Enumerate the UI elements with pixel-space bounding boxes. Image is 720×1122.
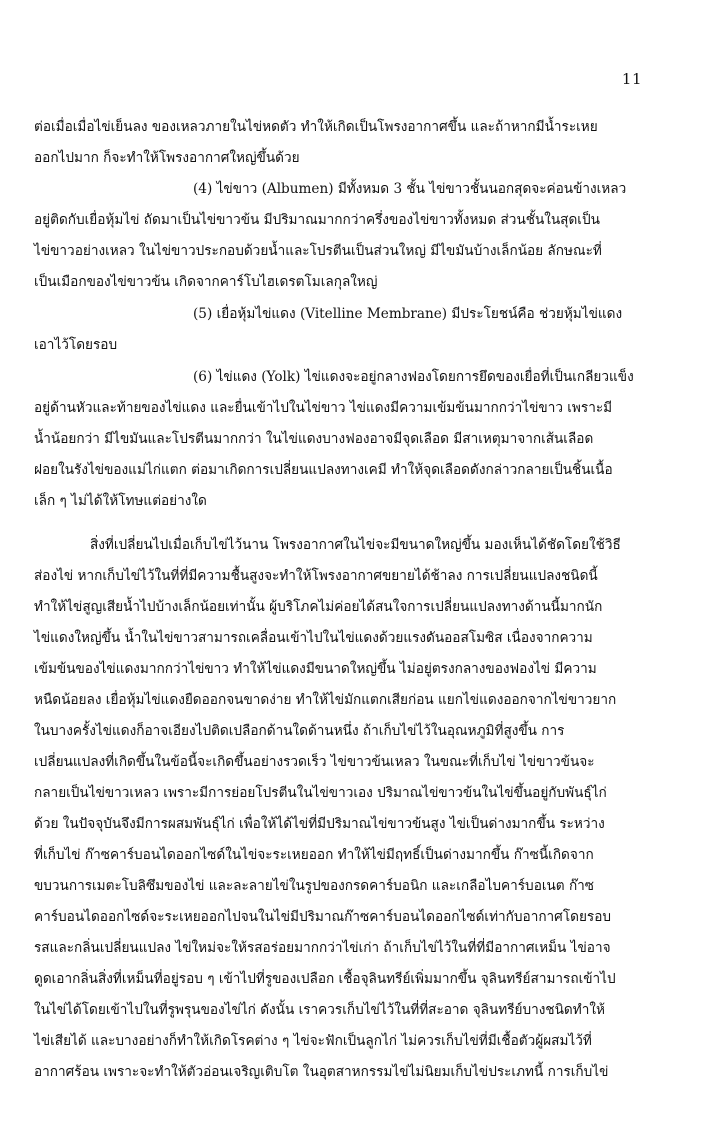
text-line-30: ไข่เสียได้ และบางอย่างก็ทำให้เกิดโรคต่าง ๆ ไข่จะฟักเป็นลูกไก่ ไม่ควรเก็บไข่ที่มีเชื้อตัวผู้ผสมไว้ที่: [34, 1033, 592, 1049]
item-6-heading-line: (6) ไข่แดง (Yolk) ไข่แดงจะอยู่กลางฟองโดยการยึดของเยื่อที่เป็นเกลียวแข็ง: [193, 369, 634, 385]
text-line-21: เปลี่ยนแปลงที่เกิดขึ้นในข้อนี้จะเกิดขึ้นอย่างรวดเร็ว ไข่ขาวข้นเหลว ในขณะที่เก็บไข่ ไข่ขาวข้นจะ: [34, 754, 595, 770]
text-line-4: อยู่ติดกับเยื่อหุ้มไข่ ถัดมาเป็นไข่ขาวข้น มีปริมาณมากกว่าครึ่งของไข่ขาวทั้งหมด ส่วนชั้นในสุดเป็น: [34, 212, 600, 228]
text-line-2: ออกไปมาก ก็จะทำให้โพรงอากาศใหญ่ขึ้นด้วย: [34, 150, 300, 166]
item-4-heading-line: (4) ไข่ขาว (Albumen) มีทั้งหมด 3 ชั้น ไข่ขาวชั้นนอกสุดจะค่อนข้างเหลว: [193, 181, 627, 197]
text-line-28: ดูดเอากลิ่นสิ่งที่เหม็นที่อยู่รอบ ๆ เข้าไปที่รูของเปลือก เชื้อจุลินทรีย์เพิ่มมากขึ้น จุลินทรีย์สามารถเข้าไป: [34, 971, 616, 987]
text-line-11: น้ำน้อยกว่า มีไขมันและโปรตีนมากกว่า ในไข่แดงบางฟองอาจมีจุดเลือด มีสาเหตุมาจากเส้นเลือด: [34, 431, 594, 447]
text-line-8: เอาไว้โดยรอบ: [34, 337, 118, 353]
text-line-31: อากาศร้อน เพราะจะทำให้ตัวอ่อนเจริญเติบโต ในอุตสาหกรรมไข่ไม่นิยมเก็บไข่ประเภทนี้ การเก็บไข่: [34, 1064, 609, 1080]
text-line-16: ทำให้ไข่สูญเสียน้ำไปบ้างเล็กน้อยเท่านั้น ผู้บริโภคไม่ค่อยได้สนใจการเปลี่ยนแปลงทางด้านนี้มากนัก: [34, 599, 603, 615]
text-line-10: อยู่ด้านหัวและท้ายของไข่แดง และยื่นเข้าไปในไข่ขาว ไข่แดงมีความเข้มข้นมากกว่าไข่ขาว เพราะมี: [34, 400, 613, 416]
text-line-5: ไข่ขาวอย่างเหลว ในไข่ขาวประกอบด้วยน้ำและโปรตีนเป็นส่วนใหญ่ มีไขมันบ้างเล็กน้อย ลักษณะที่: [34, 243, 602, 259]
text-line-22: กลายเป็นไข่ขาวเหลว เพราะมีการย่อยโปรตีนในไข่ขาวเอง ปริมาณไข่ขาวข้นในไข่ขึ้นอยู่กับพันธุ์ไก่: [34, 785, 607, 801]
text-line-20: ในบางครั้งไข่แดงก็อาจเอียงไปติดเปลือกด้านใดด้านหนึ่ง ถ้าเก็บไข่ไว้ในอุณหภูมิที่สูงขึ้น การ: [34, 723, 565, 739]
text-line-17: ไข่แดงใหญ่ขึ้น น้ำในไข่ขาวสามารถเคลื่อนเข้าไปในไข่แดงด้วยแรงดันออสโมซิส เนื่องจากความ: [34, 630, 593, 646]
text-line-25: ขบวนการเมตะโบลิซึมของไข่ และละลายไข่ในรูปของกรดคาร์บอนิก และเกลือไบคาร์บอเนต ก๊าซ: [34, 878, 595, 894]
text-line-27: รสและกลิ่นเปลี่ยนแปลง ไข่ใหม่จะให้รสอร่อยมากกว่าไข่เก่า ถ้าเก็บไข่ไว้ในที่ที่มีอากาศเหม็น ไข่อาจ: [34, 940, 611, 956]
text-line-26: คาร์บอนไดออกไซด์จะระเหยออกไปจนในไข่มีปริมาณก๊าซคาร์บอนไดออกไซด์เท่ากับอากาศโดยรอบ: [34, 909, 612, 925]
text-line-24: ที่เก็บไข่ ก๊าซคาร์บอนไดออกไซด์ในไข่จะระเหยออก ทำให้ไข่มีฤทธิ์เป็นด่างมากขึ้น ก๊าซนี้เกิดจาก: [34, 847, 594, 863]
page-number: 11: [621, 70, 642, 88]
text-line-13: เล็ก ๆ ไม่ได้ให้โทษแต่อย่างใด: [34, 493, 207, 509]
paragraph-start-line: สิ่งที่เปลี่ยนไปเมื่อเก็บไข่ไว้นาน โพรงอากาศในไข่จะมีขนาดใหญ่ขึ้น มองเห็นได้ชัดโดยใช้วิธี: [90, 537, 621, 553]
text-line-19: หนืดน้อยลง เยื่อหุ้มไข่แดงยืดออกจนขาดง่าย ทำให้ไข่มักแตกเสียก่อน แยกไข่แดงออกจากไข่ขาวยาก: [34, 692, 617, 708]
text-line-29: ในไข่ได้โดยเข้าไปในที่รูพรุนของไข่ไก่ ดังนั้น เราควรเก็บไข่ไว้ในที่ที่สะอาด จุลินทรีย์บางชนิดทำให้: [34, 1002, 605, 1018]
item-5-heading-line: (5) เยื่อหุ้มไข่แดง (Vitelline Membrane) มีประโยชน์คือ ช่วยหุ้มไข่แดง: [193, 306, 623, 322]
text-line-23: ด้วย ในปัจจุบันจึงมีการผสมพันธุ์ไก่ เพื่อให้ได้ไข่ที่มีปริมาณไข่ขาวข้นสูง ไข่เป็นด่างมากขึ้น ระหว่าง: [34, 816, 605, 832]
text-line-6: เป็นเมือกของไข่ขาวข้น เกิดจากคาร์โบไฮเดรตโมเลกุลใหญ่: [34, 274, 378, 290]
text-line-12: ฝอยในรังไข่ของแม่ไก่แตก ต่อมาเกิดการเปลี่ยนแปลงทางเคมี ทำให้จุดเลือดดังกล่าวกลายเป็นชิ้นเนื้อ: [34, 462, 613, 478]
text-line-18: เข้มข้นของไข่แดงมากกว่าไข่ขาว ทำให้ไข่แดงมีขนาดใหญ่ขึ้น ไม่อยู่ตรงกลางของฟองไข่ มีความ: [34, 661, 597, 677]
text-line-1: ต่อเมื่อเมื่อไข่เย็นลง ของเหลวภายในไข่หดตัว ทำให้เกิดเป็นโพรงอากาศขึ้น และถ้าหากมีน้ำระเหย: [34, 119, 598, 135]
text-line-15: ส่องไข่ หากเก็บไข่ไว้ในที่ที่มีความชื้นสูงจะทำให้โพรงอากาศขยายได้ช้าลง การเปลี่ยนแปลงชนิดนี้: [34, 568, 598, 584]
